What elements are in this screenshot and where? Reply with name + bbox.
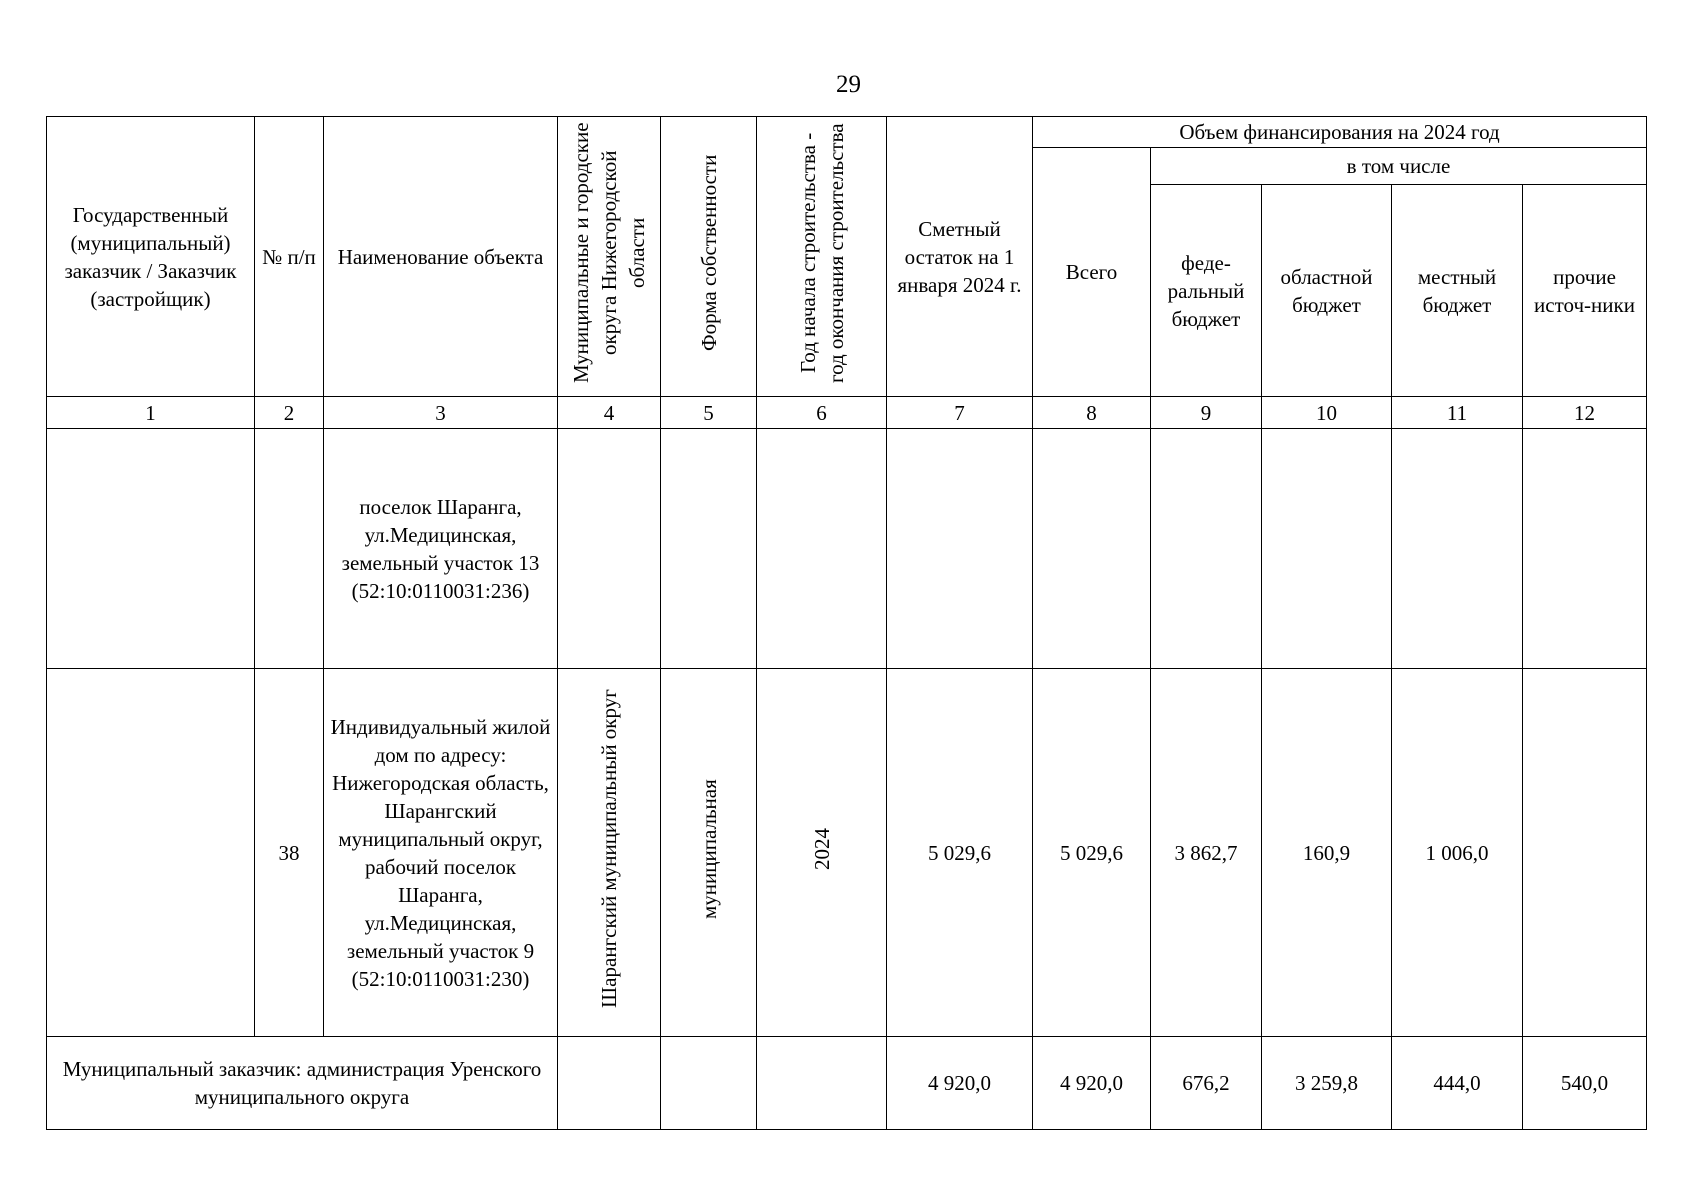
table-row — [47, 669, 1647, 1037]
table-row — [47, 429, 1647, 669]
cell-regional: 160,9 — [1262, 669, 1392, 1037]
cell-district — [558, 429, 661, 669]
header-num: № п/п — [255, 117, 324, 397]
cell-object-name: поселок Шаранга, ул.Медицинская, земельный участок 13 (52:10:0110031:236) — [324, 429, 558, 669]
cell-ownership — [661, 669, 757, 1037]
cell-num: 38 — [255, 669, 324, 1037]
column-number: 10 — [1262, 397, 1392, 429]
header-ownership — [661, 117, 757, 397]
cell-years — [757, 429, 887, 669]
header-object-name: Наименование объекта — [324, 117, 558, 397]
cell-total: 5 029,6 — [1033, 669, 1151, 1037]
column-number: 4 — [558, 397, 661, 429]
cell-total — [1033, 429, 1151, 669]
column-number: 3 — [324, 397, 558, 429]
header-customer: Государственный (муниципальный) заказчик / Заказчик (застройщик) — [47, 117, 255, 397]
column-number: 9 — [1151, 397, 1262, 429]
cell-customer — [47, 669, 255, 1037]
header-estimate-balance: Сметный остаток на 1 января 2024 г. — [887, 117, 1033, 397]
column-number: 8 — [1033, 397, 1151, 429]
cell-estimate: 5 029,6 — [887, 669, 1033, 1037]
cell-federal: 3 862,7 — [1151, 669, 1262, 1037]
column-number: 2 — [255, 397, 324, 429]
cell-years-text: 2024 — [809, 828, 834, 870]
header-total: Всего — [1033, 148, 1151, 397]
cell-regional — [1262, 429, 1392, 669]
header-financing: Объем финансирования на 2024 год — [1033, 117, 1647, 148]
cell-ownership — [661, 429, 757, 669]
cell-other — [1523, 669, 1647, 1037]
financing-table — [46, 116, 1647, 1130]
header-ownership-text: Форма собственности — [696, 154, 721, 352]
total-district — [558, 1037, 661, 1130]
cell-years — [757, 669, 887, 1037]
total-total: 4 920,0 — [1033, 1037, 1151, 1130]
header-districts — [558, 117, 661, 397]
header-including: в том числе — [1151, 148, 1647, 185]
total-federal: 676,2 — [1151, 1037, 1262, 1130]
column-number: 6 — [757, 397, 887, 429]
cell-federal — [1151, 429, 1262, 669]
header-regional: областной бюджет — [1262, 185, 1392, 397]
total-regional: 3 259,8 — [1262, 1037, 1392, 1130]
cell-other — [1523, 429, 1647, 669]
total-other: 540,0 — [1523, 1037, 1647, 1130]
total-local: 444,0 — [1392, 1037, 1523, 1130]
cell-customer — [47, 429, 255, 669]
total-ownership — [661, 1037, 757, 1130]
total-row-label: Муниципальный заказчик: администрация Уренского муниципального округа — [47, 1037, 558, 1130]
header-districts-text: Муниципальные и городские округа Нижегородской области — [569, 122, 649, 384]
header-years-text: Год начала строительства - год окончания строительства — [795, 123, 848, 383]
cell-estimate — [887, 429, 1033, 669]
column-number: 7 — [887, 397, 1033, 429]
cell-local — [1392, 429, 1523, 669]
cell-local: 1 006,0 — [1392, 669, 1523, 1037]
page-number: 29 — [836, 71, 861, 98]
header-local: местный бюджет — [1392, 185, 1523, 397]
cell-district — [558, 669, 661, 1037]
header-other: прочие источ-ники — [1523, 185, 1647, 397]
cell-num — [255, 429, 324, 669]
header-years — [757, 117, 887, 397]
total-row — [47, 1037, 1647, 1130]
column-number: 1 — [47, 397, 255, 429]
cell-object-name: Индивидуальный жилой дом по адресу: Нижегородская область, Шарангский муниципальный округ, рабочий поселок Шаранга, ул.Медицинская, земельный участок 9 (52:10:0110031:230) — [324, 669, 558, 1037]
cell-district-text: Шарангский муниципальный округ — [597, 689, 621, 1009]
total-years — [757, 1037, 887, 1130]
column-number: 5 — [661, 397, 757, 429]
cell-ownership-text: муниципальная — [696, 779, 721, 919]
header-federal: феде-ральный бюджет — [1151, 185, 1262, 397]
total-estimate: 4 920,0 — [887, 1037, 1033, 1130]
column-number: 12 — [1523, 397, 1647, 429]
column-number: 11 — [1392, 397, 1523, 429]
